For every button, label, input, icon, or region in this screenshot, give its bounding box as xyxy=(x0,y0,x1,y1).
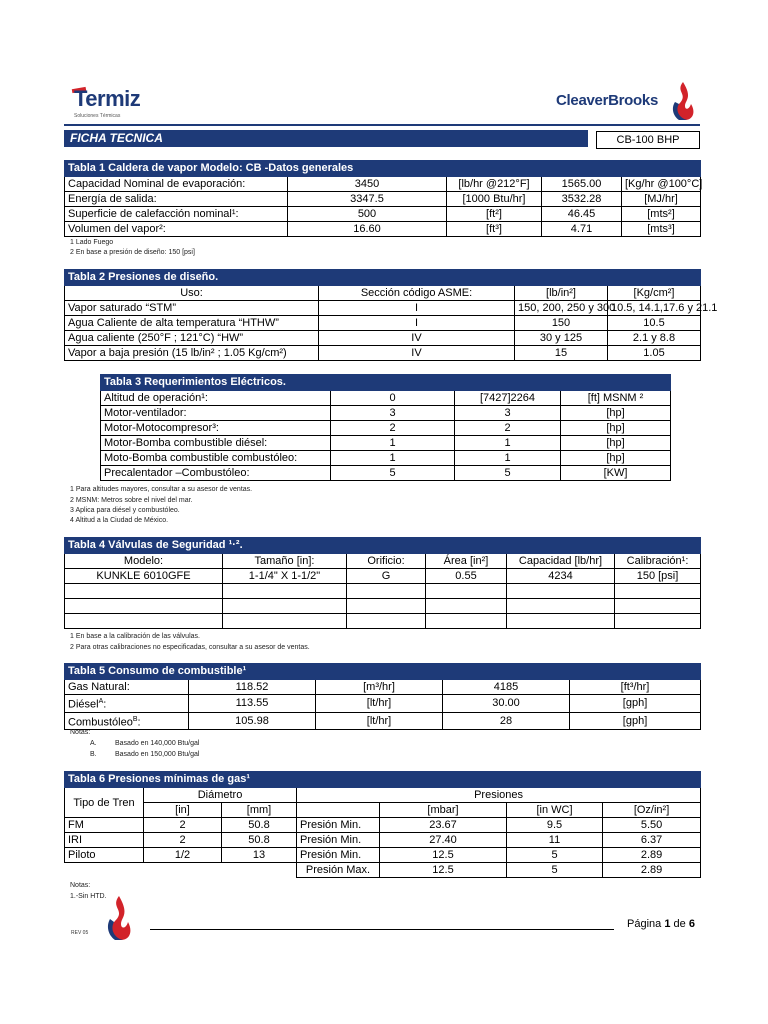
model-box: CB-100 BHP xyxy=(596,131,700,149)
table-3-electrical xyxy=(100,374,671,481)
table-5-note-b-marker: B. xyxy=(90,751,97,758)
table-row: Altitud de operación¹: 0 [7427]2264 [ft] MSNM ² xyxy=(101,391,671,406)
table-6-note-1: 1.-Sin HTD. xyxy=(70,893,107,900)
table-row: Presión Max. 12.5 5 2.89 xyxy=(65,863,701,878)
table-3-note-1: 1 Para altitudes mayores, consultar a su asesor de ventas. xyxy=(70,486,253,493)
table-row: FM 2 50.8 Presión Min. 23.67 9.5 5.50 xyxy=(65,818,701,833)
table-row: Vapor saturado “STM” I 150, 200, 250 y 300 10.5, 14.1,17.6 y 21.1 xyxy=(65,301,701,316)
table-1-note-1: 1 Lado Fuego xyxy=(70,239,114,246)
table-row: Moto-Bomba combustible combustóleo: 1 1 [hp] xyxy=(101,451,671,466)
table-row: Motor-ventilador: 3 3 [hp] xyxy=(101,406,671,421)
table-row: Volumen del vapor²: 16.60 [ft³] 4.71 [mts³] xyxy=(65,222,701,237)
table-row: Precalentador –Combustóleo: 5 5 [KW] xyxy=(101,466,671,481)
table-row: Piloto 1/2 13 Presión Min. 12.5 5 2.89 xyxy=(65,848,701,863)
table-row: Capacidad Nominal de evaporación: 3450 [lb/hr @212°F] 1565.00 [Kg/hr @100°C] xyxy=(65,177,701,192)
termiz-wordmark: Termiz xyxy=(74,86,141,111)
table-3-note-3: 3 Aplica para diésel y combustóleo. xyxy=(70,507,180,514)
table-3-note-4: 4 Altitud a la Ciudad de México. xyxy=(70,517,169,524)
table-row-empty xyxy=(65,599,701,614)
table-3-title: Tabla 3 Requerimientos Eléctricos. xyxy=(101,375,671,391)
table-row-empty xyxy=(65,584,701,599)
table-2-title: Tabla 2 Presiones de diseño. xyxy=(65,270,701,286)
revision-label: REV 05 xyxy=(71,930,89,936)
table-row: Gas Natural: 118.52 [m³/hr] 4185 [ft³/hr] xyxy=(65,680,701,695)
table-row: Diésel$^A$: 113.55 [lt/hr] 30.00 [gph] xyxy=(65,695,701,713)
table-row: Motor-Bomba combustible diésel: 1 1 [hp] xyxy=(101,436,671,451)
table-2-pressures xyxy=(64,269,718,361)
table-5-notes-label: Notas: xyxy=(70,729,91,736)
table-header-row: Modelo: Tamaño [in]: Orificio: Área [in²] Capacidad [lb/hr] Calibración¹: xyxy=(65,554,701,569)
table-row: IRI 2 50.8 Presión Min. 27.40 11 6.37 xyxy=(65,833,701,848)
footer-rule xyxy=(150,929,614,930)
table-row: Agua caliente (250°F ; 121°C) “HW” IV 30 y 125 2.1 y 8.8 xyxy=(65,331,701,346)
table-row: Agua Caliente de alta temperatura “HTHW” I 150 10.5 xyxy=(65,316,701,331)
table-5-note-b: Basado en 150,000 Btu/gal xyxy=(115,751,200,758)
table-4-note-2: 2 Para otras calibraciones no especificadas, consultar a su asesor de ventas. xyxy=(70,644,310,651)
termiz-logo xyxy=(70,86,160,122)
table-5-title: Tabla 5 Consumo de combustible¹ xyxy=(65,664,701,680)
cleaverbrooks-flame-icon xyxy=(104,894,134,942)
table-1-general xyxy=(64,160,701,237)
table-row-empty xyxy=(65,614,701,629)
table-row: KUNKLE 6010GFE 1-1/4" X 1-1/2" G 0.55 4234 150 [psi] xyxy=(65,569,701,584)
table-row: Energía de salida: 3347.5 [1000 Btu/hr] 3532.28 [MJ/hr] xyxy=(65,192,701,207)
table-5-note-a: Basado en 140,000 Btu/gal xyxy=(115,740,200,747)
termiz-tagline: Soluciones Térmicas xyxy=(74,113,121,119)
table-row: Combustóleo$^B$: 105.98 [lt/hr] 28 [gph] xyxy=(65,712,701,730)
table-3-note-2: 2 MSNM: Metros sobre el nivel del mar. xyxy=(70,497,193,504)
table-6-gas-pressures xyxy=(64,771,701,878)
table-6-notes-label: Notas: xyxy=(70,882,91,889)
table-header-row: Uso: Sección código ASME: [lb/in²] [Kg/cm²] xyxy=(65,286,701,301)
table-1-note-2: 2 En base a presión de diseño: 150 [psi] xyxy=(70,249,195,256)
header-rule xyxy=(64,124,700,126)
table-5-fuel-consumption xyxy=(64,663,701,730)
doc-title: FICHA TECNICA xyxy=(70,131,163,145)
table-5-note-a-marker: A. xyxy=(90,740,97,747)
table-row: Superficie de calefacción nominal¹: 500 [ft²] 46.45 [mts²] xyxy=(65,207,701,222)
table-4-title: Tabla 4 Válvulas de Seguridad ¹·². xyxy=(65,538,701,554)
table-4-safety-valves xyxy=(64,537,701,629)
table-4-note-1: 1 En base a la calibración de las válvulas. xyxy=(70,633,200,640)
table-1-title: Tabla 1 Caldera de vapor Modelo: CB -Datos generales xyxy=(65,161,701,177)
cleaverbrooks-wordmark: CleaverBrooks xyxy=(556,92,658,109)
doc-title-bar xyxy=(64,130,588,147)
page-number: Página 1 de 6 xyxy=(627,918,695,930)
table-row: Vapor a baja presión (15 lb/in² ; 1.05 Kg/cm²) IV 15 1.05 xyxy=(65,346,701,361)
table-header-row: [in] [mm] [mbar] [in WC] [Oz/in²] xyxy=(65,803,701,818)
cleaverbrooks-flame-icon xyxy=(669,80,697,122)
table-header-row: Tipo de Tren Diámetro Presiones xyxy=(65,788,701,803)
cleaverbrooks-logo xyxy=(556,80,696,124)
table-row: Motor-Motocompresor³: 2 2 [hp] xyxy=(101,421,671,436)
table-6-title: Tabla 6 Presiones mínimas de gas¹ xyxy=(65,772,701,788)
